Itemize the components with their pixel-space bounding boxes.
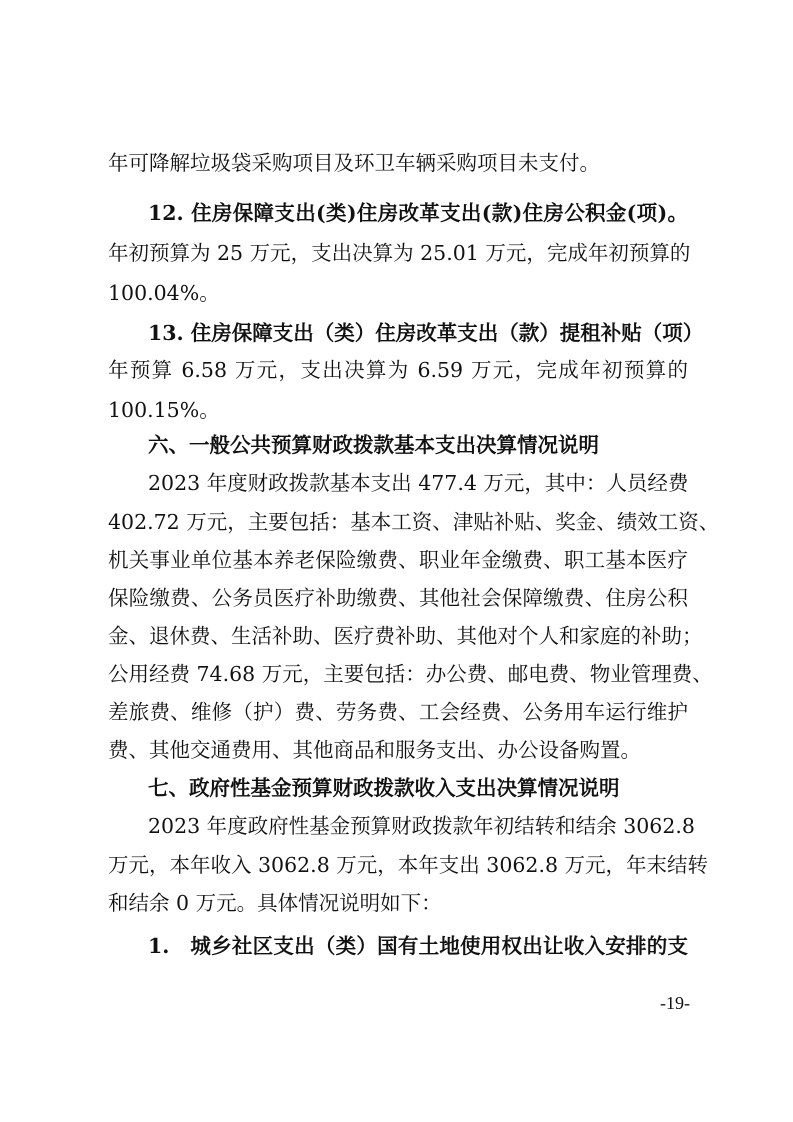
paragraph-line: 万元，本年收入 3062.8 万元，本年支出 3062.8 万元，年末结转 [108, 853, 709, 877]
item-heading-13: 13. 住房保障支出（类）住房改革支出（款）提租补贴（项） [148, 321, 704, 345]
item-heading-1: 1. 城乡社区支出（类）国有土地使用权出让收入安排的支 [148, 934, 688, 958]
paragraph-line: 年可降解垃圾袋采购项目及环卫车辆采购项目未支付。 [108, 151, 600, 175]
paragraph-line: 费、其他交通费用、其他商品和服务支出、办公设备购置。 [108, 738, 641, 762]
paragraph-line: 差旅费、维修（护）费、劳务费、工会经费、公务用车运行维护 [108, 700, 688, 724]
page-number: -19- [660, 993, 690, 1013]
paragraph-line: 金、退休费、生活补助、医疗费补助、其他对个人和家庭的补助； [108, 624, 703, 648]
paragraph-line: 100.04%。 [108, 281, 220, 305]
paragraph-line: 100.15%。 [108, 398, 220, 422]
paragraph-line: 402.72 万元，主要包括：基本工资、津贴补贴、奖金、绩效工资、 [108, 510, 720, 534]
paragraph-line: 年预算 6.58 万元，支出决算为 6.59 万元，完成年初预算的 [108, 358, 688, 382]
paragraph-line: 公用经费 74.68 万元，主要包括：办公费、邮电费、物业管理费、 [108, 662, 713, 686]
paragraph-line: 保险缴费、公务员医疗补助缴费、其他社会保障缴费、住房公积 [108, 586, 688, 610]
item-heading-12: 12. 住房保障支出(类)住房改革支出(款)住房公积金(项)。 [148, 201, 688, 225]
section-heading-7: 七、政府性基金预算财政拨款收入支出决算情况说明 [148, 776, 620, 800]
paragraph-line: 2023 年度财政拨款基本支出 477.4 万元，其中：人员经费 [148, 471, 689, 495]
paragraph-line: 机关事业单位基本养老保险缴费、职业年金缴费、职工基本医疗 [108, 548, 688, 572]
paragraph-line: 和结余 0 万元。具体情况说明如下： [108, 891, 442, 915]
section-heading-6: 六、一般公共预算财政拨款基本支出决算情况说明 [148, 433, 599, 457]
paragraph-line: 2023 年度政府性基金预算财政拨款年初结转和结余 3062.8 [148, 814, 695, 838]
paragraph-line: 年初预算为 25 万元，支出决算为 25.01 万元，完成年初预算的 [108, 241, 691, 265]
